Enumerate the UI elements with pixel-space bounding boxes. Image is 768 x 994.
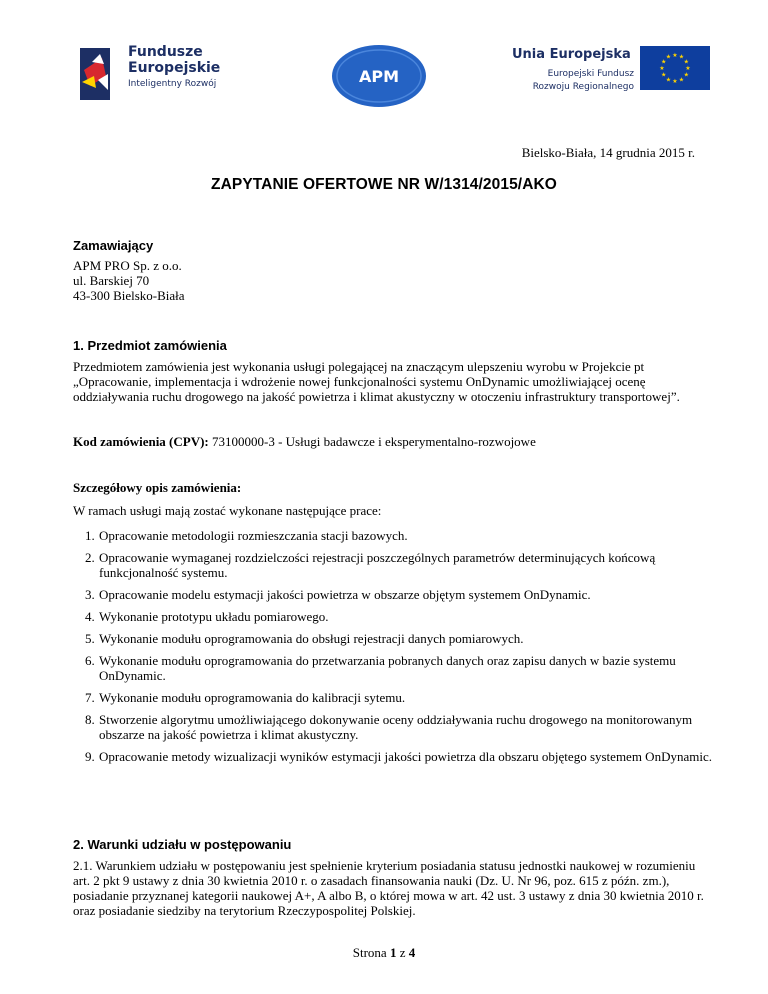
list-item-number: 5. <box>85 631 95 646</box>
list-item-number: 6. <box>85 653 95 668</box>
list-item-text: Wykonanie modułu oprogramowania do kalibracji sytemu. <box>99 690 406 705</box>
fe-text-line1: Fundusze <box>128 44 203 60</box>
eu-star-icon: ★ <box>665 77 672 84</box>
eu-subtitle <box>516 68 634 94</box>
list-item-number: 9. <box>85 749 95 764</box>
cpv-value: 73100000-3 - Usługi badawcze i eksperymentalno-rozwojowe <box>208 434 536 449</box>
detail-intro: W ramach usługi mają zostać wykonane następujące prace: <box>73 503 382 518</box>
cpv-label: Kod zamówienia (CPV): <box>73 434 209 449</box>
list-item-text: Wykonanie prototypu układu pomiarowego. <box>99 609 329 624</box>
eu-star-icon: ★ <box>678 54 685 61</box>
list-item-number: 4. <box>85 609 95 624</box>
fe-text-line3: Inteligentny Rozwój <box>128 79 217 89</box>
section1-heading: 1. Przedmiot zamówienia <box>73 338 227 353</box>
orderer-heading: Zamawiający <box>73 238 154 253</box>
apm-logo <box>331 44 427 108</box>
list-item <box>73 653 713 683</box>
list-item <box>73 749 713 764</box>
list-item-number: 7. <box>85 690 95 705</box>
list-item-number: 1. <box>85 528 95 543</box>
section2-paragraph: 2.1. Warunkiem udziału w postępowaniu jest spełnienie kryterium posiadania statusu jednostki naukowej w rozumieniu art. 2 pkt 9 ustawy z dnia 30 kwietnia 2010 r. o zasadach finansowania nauki (Dz. U. Nr 96, poz. 615 z późn. zm.), posiadanie przyznanej kategorii naukowej A+, A albo B, o której mowa w art. 42 ust. 3 ustawy z dnia 30 kwietnia 2010 r. oraz posiadanie siedziby na terytorium Rzeczypospolitej Polskiej. <box>73 858 704 918</box>
detail-heading: Szczegółowy opis zamówienia: <box>73 480 242 495</box>
total-pages: 4 <box>408 945 416 960</box>
list-item <box>73 587 713 602</box>
eu-star-icon: ★ <box>661 59 667 66</box>
header-logos <box>0 0 768 120</box>
list-item-text: Opracowanie metodologii rozmieszczania stacji bazowych. <box>99 528 408 543</box>
eu-logo <box>508 46 708 106</box>
eu-star-icon: ★ <box>661 72 667 79</box>
eu-subtitle-line2: Rozwoju Regionalnego <box>532 82 634 92</box>
list-item-number: 2. <box>85 550 95 565</box>
eu-star-icon: ★ <box>683 72 689 79</box>
task-list <box>73 528 713 771</box>
eu-star-icon: ★ <box>665 54 672 61</box>
eu-star-icon: ★ <box>659 66 665 72</box>
eu-star-icon: ★ <box>678 77 685 84</box>
list-item <box>73 550 713 580</box>
orderer-name: APM PRO Sp. z o.o. <box>73 258 182 273</box>
apm-logo-text: APM <box>358 67 400 86</box>
list-item-text: Opracowanie metody wizualizacji wyników estymacji jakości powietrza dla obszaru objętego systemem OnDynamic. <box>99 749 712 764</box>
eu-star-icon: ★ <box>672 79 678 85</box>
list-item <box>73 631 713 646</box>
current-page: 1 <box>389 945 397 960</box>
list-item-text: Stworzenie algorytmu umożliwiającego dokonywanie oceny oddziaływania ruchu drogowego na monitorowanym obszarze na jakość powietrza i klimat akustyczny. <box>99 712 693 742</box>
footer-prefix: Strona <box>352 945 390 960</box>
orderer-address <box>73 258 713 303</box>
list-item-text: Wykonanie modułu oprogramowania do przetwarzania pobranych danych oraz zapisu danych w bazie systemu OnDynamic. <box>99 653 676 683</box>
section2-heading: 2. Warunki udziału w postępowaniu <box>73 837 292 852</box>
list-item-number: 3. <box>85 587 95 602</box>
footer-sep: z <box>396 945 409 960</box>
list-item-text: Opracowanie wymaganej rozdzielczości rejestracji poszczególnych parametrów determinujących końcową funkcjonalność systemu. <box>99 550 656 580</box>
document-date: Bielsko-Biała, 14 grudnia 2015 r. <box>521 145 695 160</box>
orderer-city: 43-300 Bielsko-Biała <box>73 288 185 303</box>
fe-text-line2: Europejskie <box>128 60 221 76</box>
section1-paragraph: Przedmiotem zamówienia jest wykonania usługi polegającej na znaczącym ulepszeniu wyrobu w Projekcie pt „Opracowanie, implementacja i wdrożenie nowej funkcjonalności systemu OnDynamic umożliwiającej ocenę oddziaływania ruchu drogowego na jakość powietrza i klimat akustyczny w otoczeniu infrastruktury transportowej”. <box>73 359 680 404</box>
document-title: ZAPYTANIE OFERTOWE NR W/1314/2015/AKO <box>211 176 557 193</box>
list-item <box>73 528 713 543</box>
list-item-number: 8. <box>85 712 95 727</box>
fundusze-europejskie-logo <box>80 34 230 112</box>
list-item-text: Opracowanie modelu estymacji jakości powietrza w obszarze objętym systemem OnDynamic. <box>99 587 591 602</box>
list-item <box>73 712 713 742</box>
list-item-text: Wykonanie modułu oprogramowania do obsługi rejestracji danych pomiarowych. <box>99 631 524 646</box>
list-item <box>73 609 713 624</box>
cpv-line <box>73 434 713 449</box>
list-item <box>73 690 713 705</box>
orderer-street: ul. Barskiej 70 <box>73 273 150 288</box>
page-footer <box>0 945 768 961</box>
fe-flag-icon <box>80 40 122 102</box>
eu-star-icon: ★ <box>685 66 691 72</box>
eu-flag-icon <box>640 46 710 90</box>
eu-star-icon: ★ <box>683 59 689 66</box>
eu-subtitle-line1: Europejski Fundusz <box>547 69 634 79</box>
eu-title: Unia Europejska <box>512 47 631 62</box>
eu-star-icon: ★ <box>672 53 678 59</box>
